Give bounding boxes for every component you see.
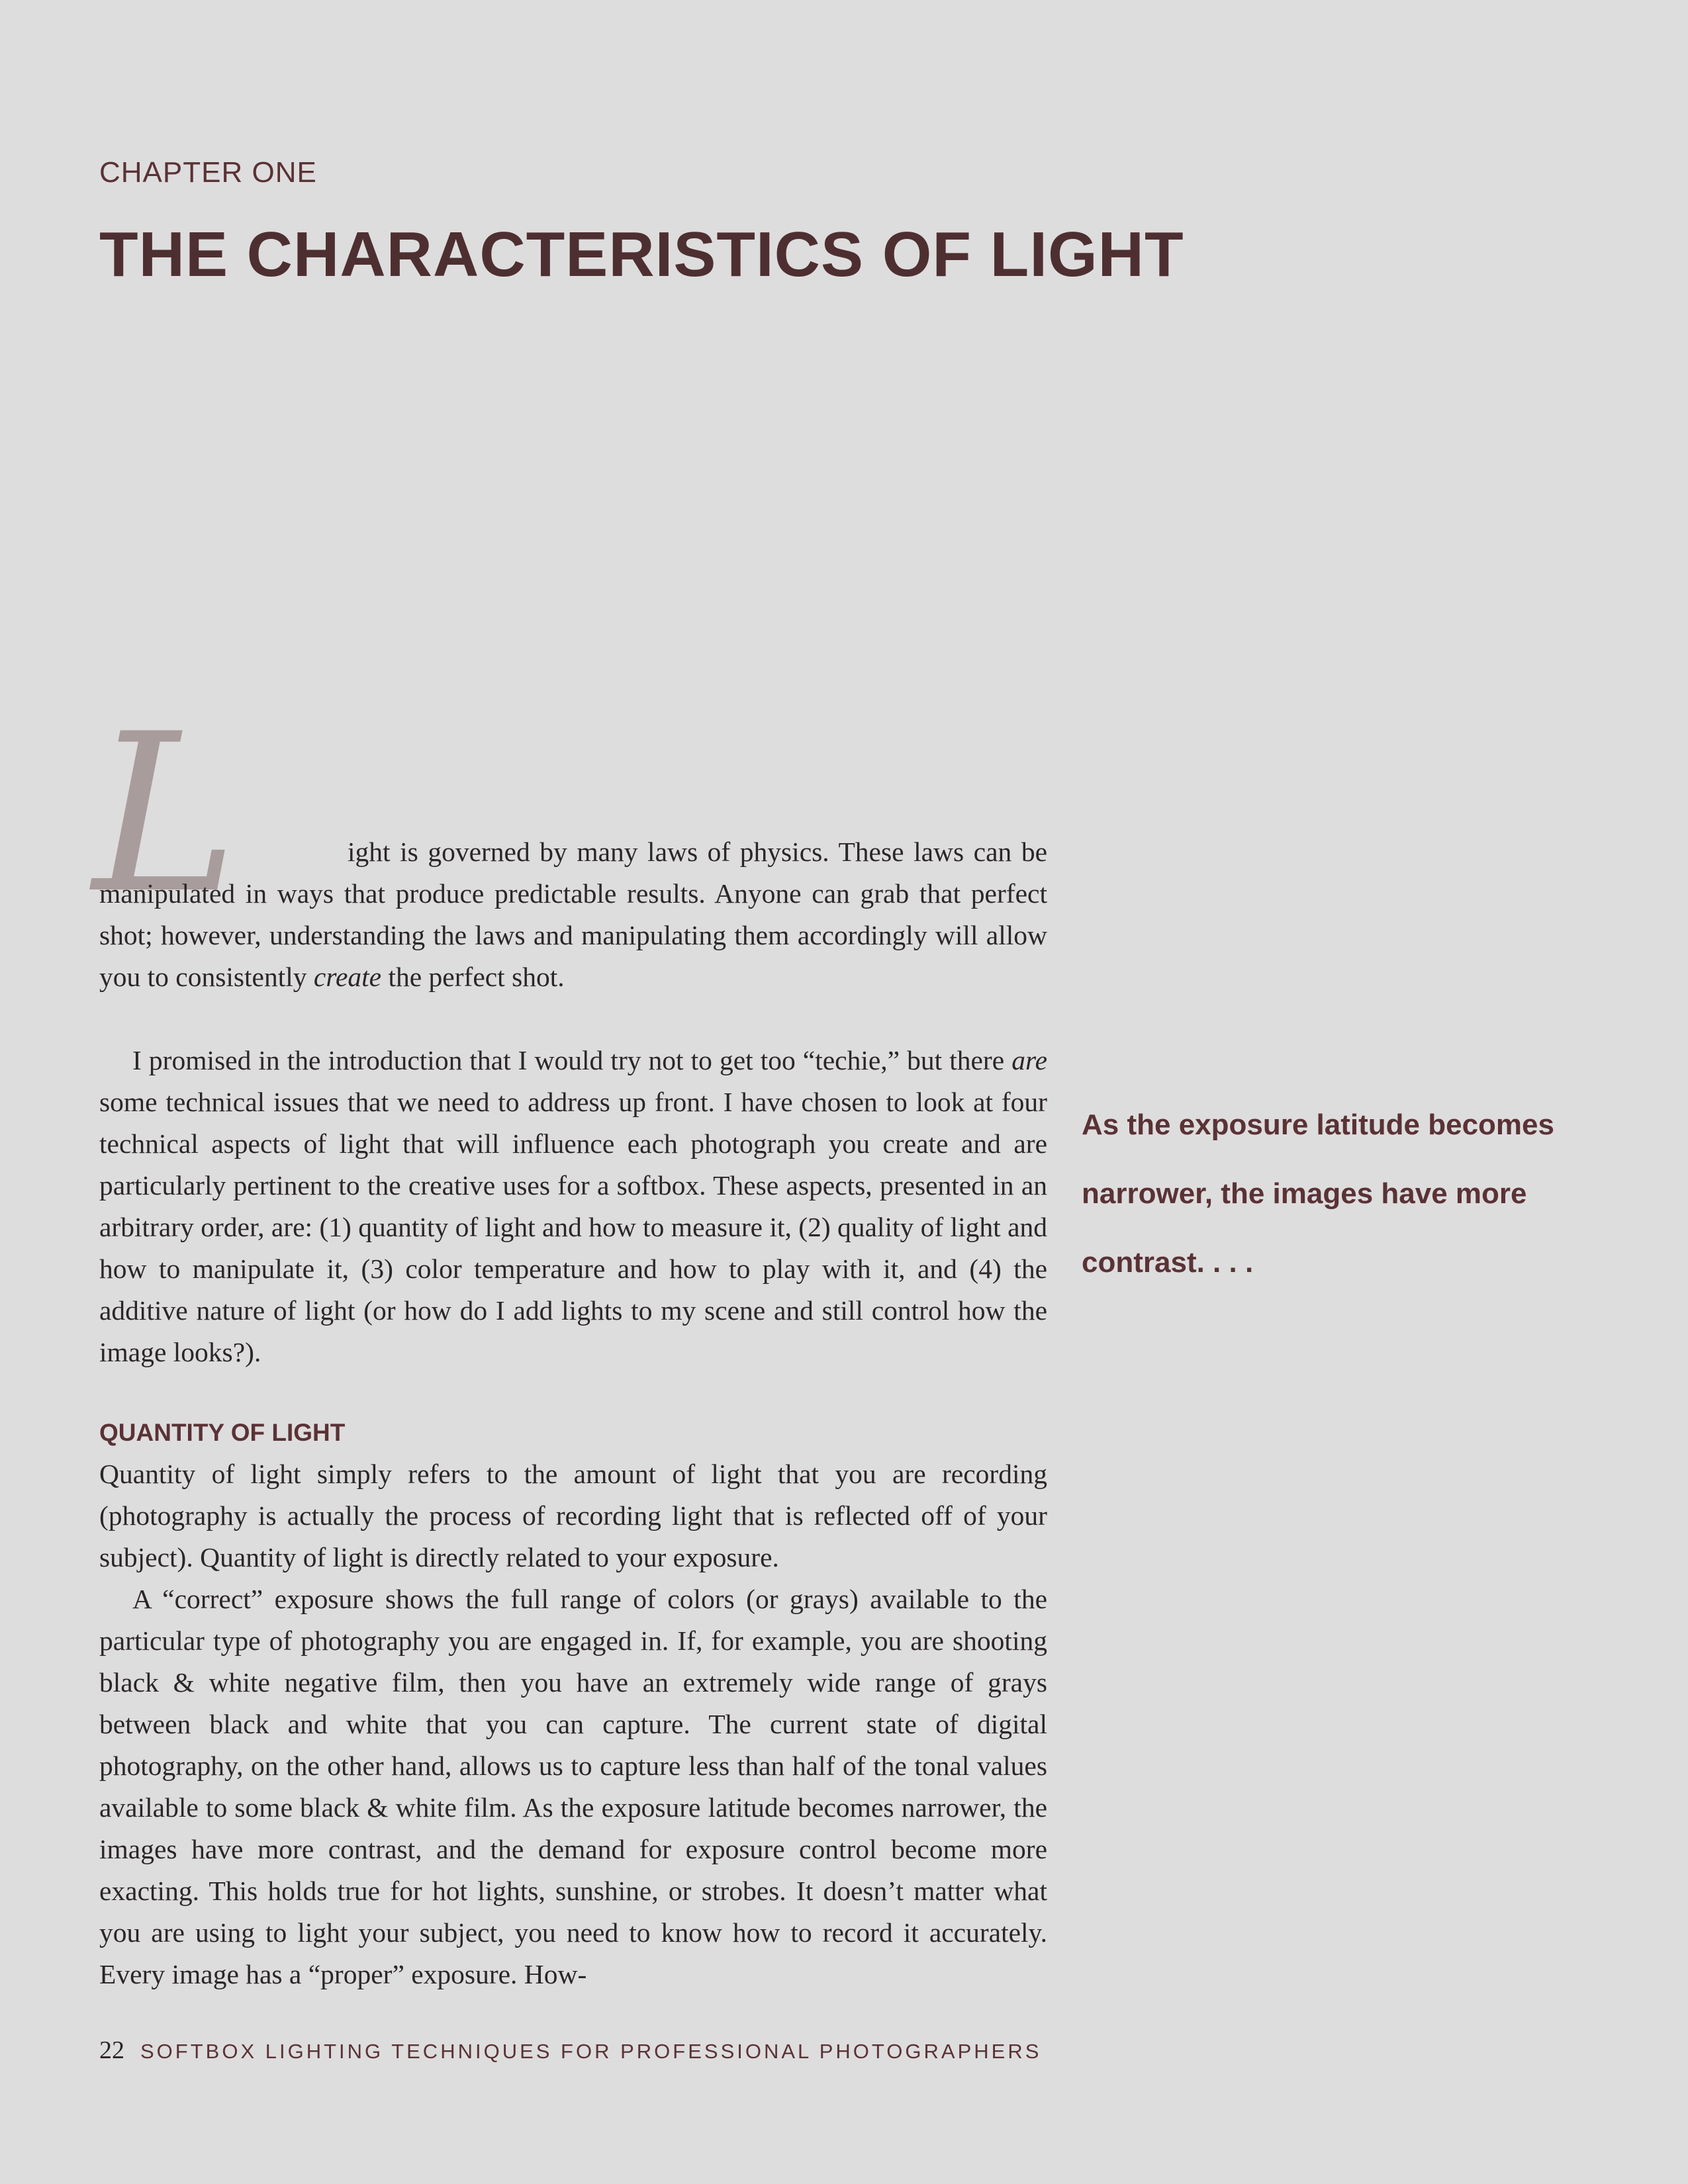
running-book-title: SOFTBOX LIGHTING TECHNIQUES FOR PROFESSIONAL PHOTOGRAPHERS xyxy=(140,2040,1042,2063)
chapter-label: CHAPTER ONE xyxy=(99,156,317,189)
section-heading-quantity: QUANTITY OF LIGHT xyxy=(99,1419,346,1446)
body-paragraph-intro xyxy=(99,831,1047,998)
chapter-title: THE CHARACTERISTICS OF LIGHT xyxy=(99,219,1184,290)
techie-emphasis: are xyxy=(1011,1045,1047,1075)
body-paragraph-exposure: A “correct” exposure shows the full range of colors (or grays) available to the particular type of photography you are engaged in. If, for example, you are shooting black & white negative film, then you have an extremely wide range of grays between black and white that you can capture. The current state of digital photography, on the other hand, allows us to capture less than half of the tonal values available to some black & white film. As the exposure latitude becomes narrower, the images have more contrast, and the demand for exposure control become more exacting. This holds true for hot lights, sunshine, or strobes. It doesn’t matter what you are using to light your subject, you need to know how to record it accurately. Every image has a “proper” exposure. How- xyxy=(99,1584,1047,1989)
intro-tail: the perfect shot. xyxy=(381,962,565,992)
techie-text: I promised in the introduction that I would try not to get too “techie,” but there xyxy=(132,1045,1012,1075)
drop-cap-letter: L xyxy=(93,687,238,941)
page-footer xyxy=(99,2036,1041,2065)
body-paragraph-quantity: Quantity of light simply refers to the amount of light that you are recording (photography is actually the process of recording light that is reflected off of your subject). Quantity of light is directly related to your exposure. xyxy=(99,1459,1047,1572)
body-paragraph-techie xyxy=(99,1040,1047,1373)
page-number: 22 xyxy=(99,2036,124,2064)
pull-quote: As the exposure latitude becomes narrower, the images have more contrast. . . . xyxy=(1082,1109,1554,1279)
intro-emphasis: create xyxy=(313,962,382,992)
techie-tail: some technical issues that we need to address up front. I have chosen to look at four technical aspects of light that will influence each photograph you create and are particularly pertinent to the creative uses for a softbox. These aspects, presented in an arbitrary order, are: (1) quantity of light and how to measure it, (2) quality of light and how to manipulate it, (3) color temperature and how to play with it, and (4) the additive nature of light (or how do I add lights to my scene and still control how the image looks?). xyxy=(99,1087,1047,1367)
intro-text: ight is governed by many laws of physics. These laws can be manipulated in ways that produce predictable results. Anyone can grab that perfect shot; however, understanding the laws and manipulating them accordingly will allow you to consistently xyxy=(99,837,1047,992)
